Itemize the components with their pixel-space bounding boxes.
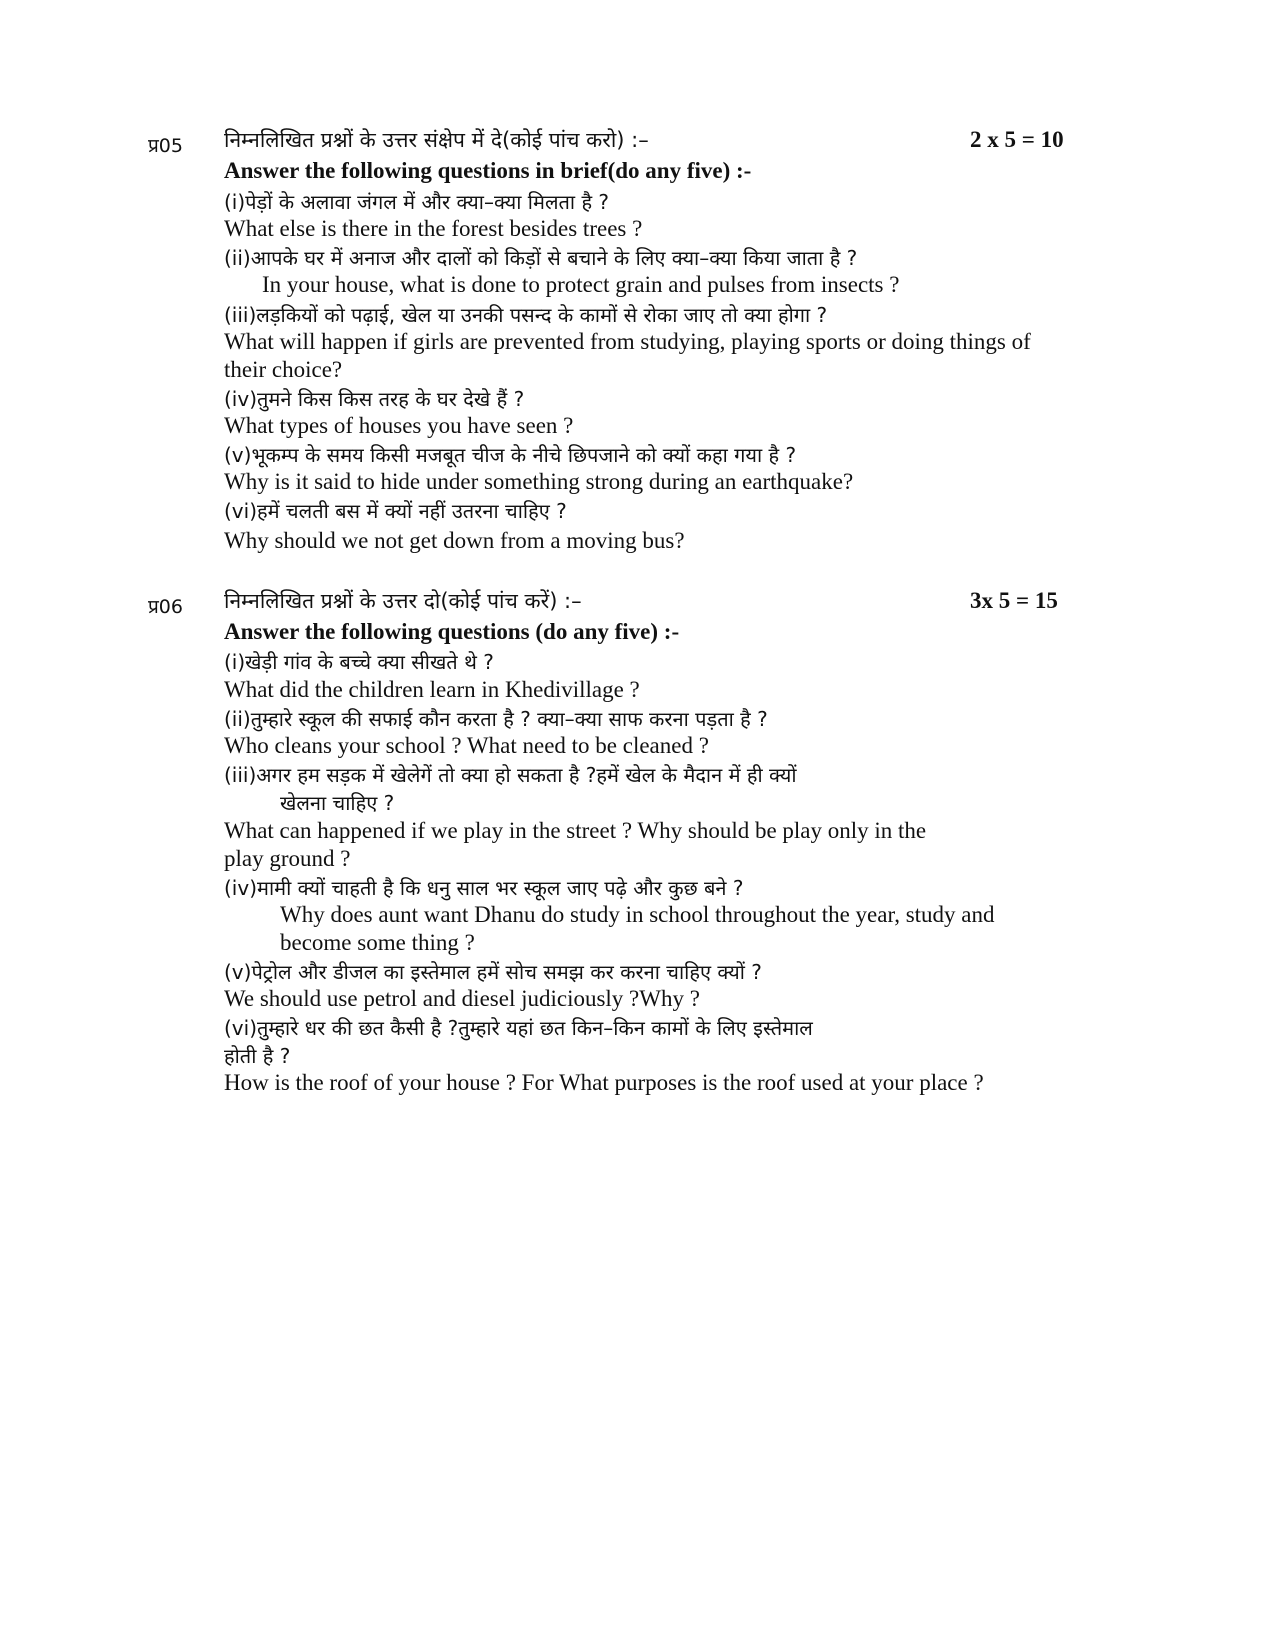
sub-question-english: We should use petrol and diesel judiciously ?Why ? — [224, 986, 700, 1011]
sub-question-hindi: (ii)आपके घर में अनाज और दालों को किड़ों से बचाने के लिए क्या–क्या किया जाता है ? — [224, 246, 858, 270]
question-number: प्र05 — [148, 135, 183, 157]
sub-question-english: In your house, what is done to protect grain and pulses from insects ? — [262, 272, 900, 297]
sub-question-hindi: (i)पेड़ों के अलावा जंगल में और क्या–क्या मिलता है ? — [224, 190, 610, 214]
marks-label: 2 x 5 = 10 — [970, 127, 1064, 152]
question-heading-english: Answer the following questions (do any five) :- — [224, 619, 680, 644]
sub-question-english: What will happen if girls are prevented from studying, playing sports or doing things of — [224, 329, 1031, 354]
sub-question-hindi: (i)खेड़ी गांव के बच्चे क्या सीखते थे ? — [224, 650, 494, 674]
sub-question-hindi: (iv)मामी क्यों चाहती है कि धनु साल भर स्कूल जाए पढ़े और कुछ बने ? — [224, 876, 744, 900]
question-heading-english: Answer the following questions in brief(do any five) :- — [224, 158, 752, 183]
sub-question-hindi: (v)पेट्रोल और डीजल का इस्तेमाल हमें सोच समझ कर करना चाहिए क्यों ? — [224, 960, 762, 984]
sub-question-english: What did the children learn in Khedivillage ? — [224, 677, 640, 702]
sub-question-english: Why should we not get down from a moving bus? — [224, 528, 685, 553]
sub-question-hindi: (vi)हमें चलती बस में क्यों नहीं उतरना चाहिए ? — [224, 499, 567, 523]
sub-question-english: become some thing ? — [280, 930, 475, 955]
sub-question-english: their choice? — [224, 357, 343, 382]
question-number: प्र06 — [148, 596, 183, 618]
sub-question-hindi: (iv)तुमने किस किस तरह के घर देखे हैं ? — [224, 387, 525, 411]
sub-question-hindi: (v)भूकम्प के समय किसी मजबूत चीज के नीचे छिपजाने को क्यों कहा गया है ? — [224, 443, 797, 467]
marks-label: 3x 5 = 15 — [970, 588, 1058, 613]
sub-question-english: How is the roof of your house ? For What purposes is the roof used at your place ? — [224, 1070, 984, 1095]
question-heading-hindi: निम्नलिखित प्रश्नों के उत्तर दो(कोई पांच करें) :– — [224, 589, 582, 613]
sub-question-hindi: (iii)लड़कियों को पढ़ाई, खेल या उनकी पसन्द के कामों से रोका जाए तो क्या होगा ? — [224, 303, 828, 327]
sub-question-english: What can happened if we play in the street ? Why should be play only in the — [224, 818, 927, 843]
sub-question-hindi: (iii)अगर हम सड़क में खेलेगें तो क्या हो सकता है ?हमें खेल के मैदान में ही क्यों — [224, 763, 797, 787]
sub-question-hindi: (vi)तुम्हारे धर की छत कैसी है ?तुम्हारे यहां छत किन–किन कामों के लिए इस्तेमाल — [224, 1016, 813, 1040]
sub-question-hindi: होती है ? — [224, 1044, 291, 1068]
sub-question-english: What types of houses you have seen ? — [224, 413, 574, 438]
sub-question-english: Why is it said to hide under something strong during an earthquake? — [224, 469, 854, 494]
sub-question-hindi: खेलना चाहिए ? — [280, 791, 395, 815]
sub-question-english: Who cleans your school ? What need to be cleaned ? — [224, 733, 709, 758]
sub-question-hindi: (ii)तुम्हारे स्कूल की सफाई कौन करता है ? क्या–क्या साफ करना पड़ता है ? — [224, 707, 768, 731]
question-heading-hindi: निम्नलिखित प्रश्नों के उत्तर संक्षेप में दे(कोई पांच करो) :– — [224, 128, 649, 152]
sub-question-english: What else is there in the forest besides trees ? — [224, 216, 643, 241]
sub-question-english: play ground ? — [224, 846, 351, 871]
sub-question-english: Why does aunt want Dhanu do study in school throughout the year, study and — [280, 902, 995, 927]
